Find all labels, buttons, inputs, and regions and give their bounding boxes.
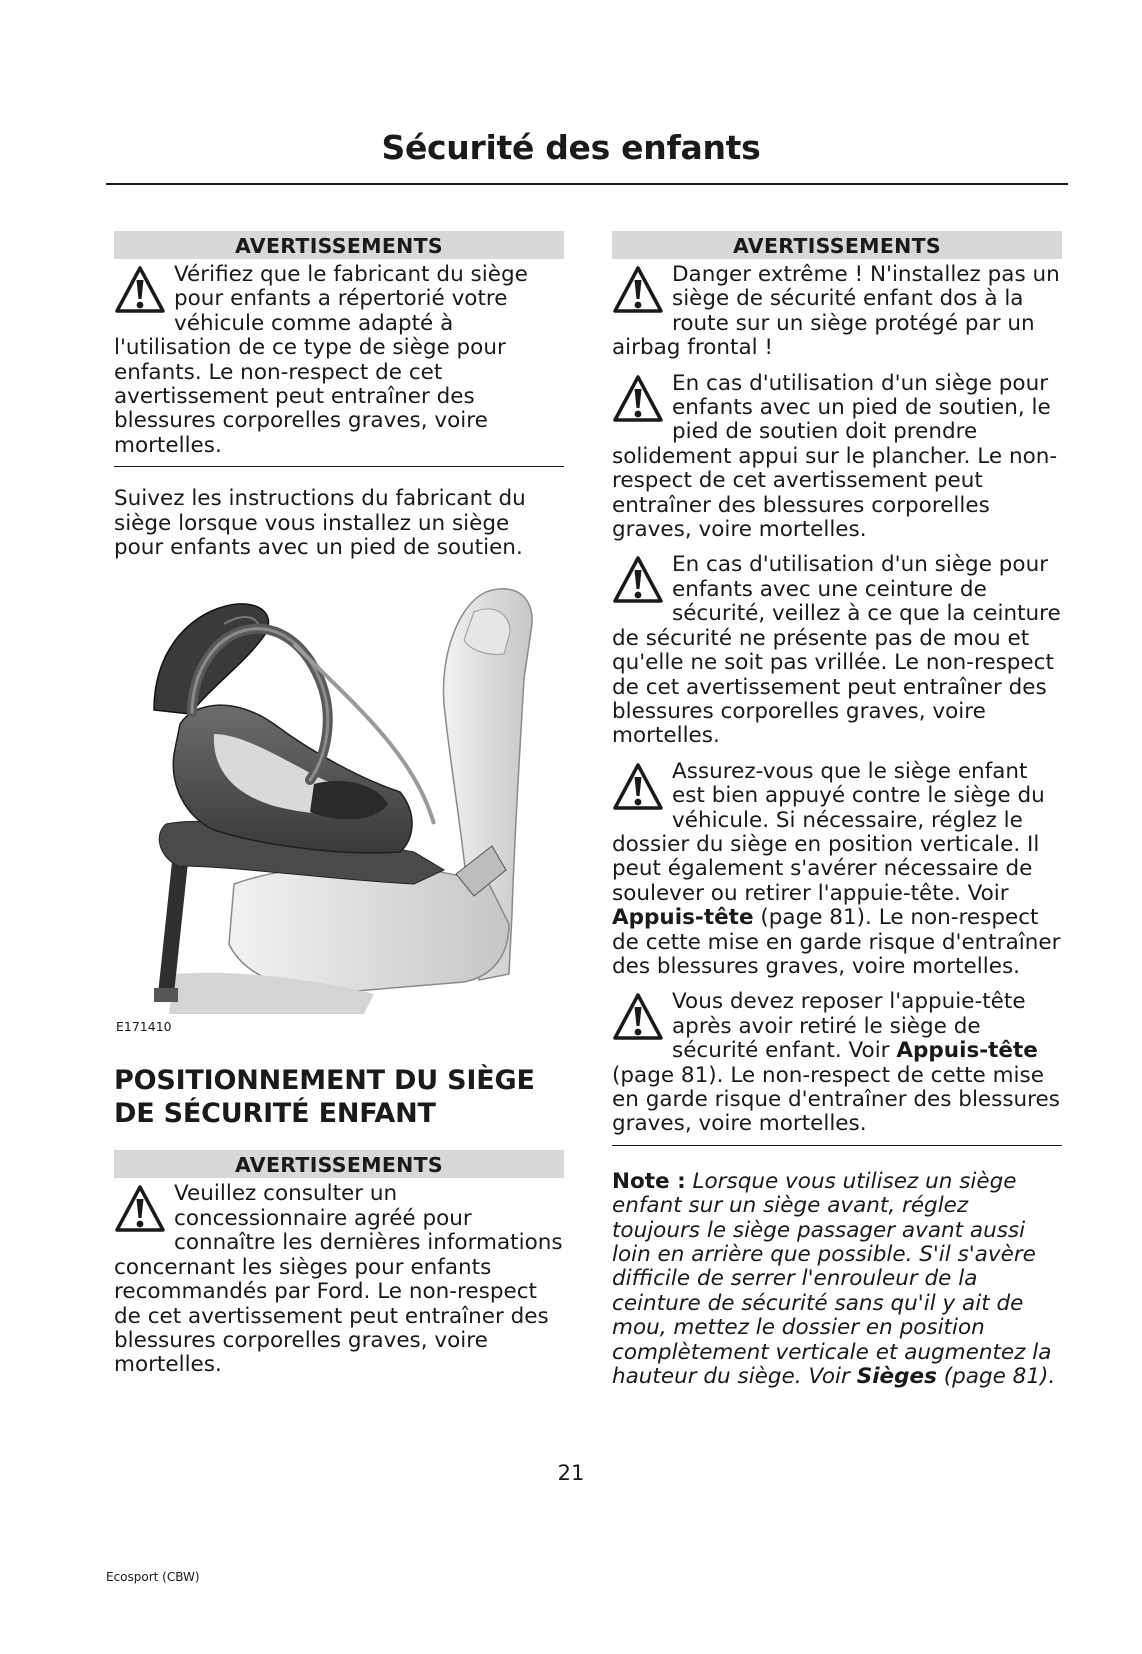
- figure-code: E171410: [116, 1019, 172, 1035]
- cross-reference-link[interactable]: Sièges: [856, 1364, 937, 1390]
- child-seat-drawing: [114, 584, 564, 1014]
- note-text: Lorsque vous utilisez un siège enfant sur un siège avant, réglez toujours le siège passager avant aussi loin en arrière que possible. S'il s'avère difficile de serrer l'enrouleur de la ceinture de sécurité sans qu'il y ait de mou, mettez le dossier en position complètement verticale et augmentez la hauteur du siège. Voir: [612, 1168, 1052, 1390]
- warning-item: [612, 553, 1062, 748]
- warning-triangle-icon: [114, 1184, 166, 1234]
- section-heading: POSITIONNEMENT DU SIÈGE DE SÉCURITÉ ENFANT: [114, 1065, 535, 1130]
- page-number: 21: [557, 1461, 585, 1485]
- note-label: Note :: [612, 1168, 686, 1194]
- warning-item: [612, 372, 1062, 543]
- cross-reference-link[interactable]: Appuis-tête: [896, 1038, 1038, 1064]
- right-column: [612, 231, 1062, 1389]
- warning-text: (page 81). Le non-respect de cette mise en garde risque d'entraîner des blessures graves, voire mortelles.: [612, 905, 1061, 979]
- warning-item: [612, 760, 1062, 980]
- note-text: (page 81).: [936, 1364, 1056, 1390]
- warning-item: [612, 990, 1062, 1136]
- warnings-heading: AVERTISSEMENTS: [114, 231, 564, 259]
- warning-triangle-icon: [612, 555, 664, 605]
- warning-triangle-icon: [612, 762, 664, 812]
- warning-text: Vous devez reposer l'appuie-tête après avoir retiré le siège de sécurité enfant. Voir: [672, 989, 1026, 1064]
- warning-triangle-icon: [612, 265, 664, 315]
- left-column: [114, 231, 564, 1378]
- warning-triangle-icon: [114, 265, 166, 315]
- warnings-heading: AVERTISSEMENTS: [114, 1150, 564, 1178]
- warning-item: [114, 1182, 564, 1377]
- cross-reference-link[interactable]: Appuis-tête: [612, 905, 754, 931]
- warning-item: [612, 263, 1062, 361]
- title-divider: [106, 183, 1068, 185]
- warning-triangle-icon: [612, 992, 664, 1042]
- note-paragraph: [612, 1170, 1062, 1390]
- warning-triangle-icon: [612, 374, 664, 424]
- warning-text: En cas d'utilisation d'un siège pour enfants avec un pied de soutien, le pied de soutien doit prendre solidement appui sur le plancher. Le non-respect de cet avertissement peut entraîner des blessures corporelles graves, voire mortelles.: [612, 370, 1058, 543]
- warning-text: Vérifiez que le fabricant du siège pour enfants a répertorié votre véhicule comme adapté à l'utilisation de ce type de siège pour enfants. Le non-respect de cet avertissement peut entraîner des blessures corporelles graves, voire mortelles.: [114, 262, 528, 458]
- warnings-heading: AVERTISSEMENTS: [612, 231, 1062, 259]
- warning-text: Danger extrême ! N'installez pas un siège de sécurité enfant dos à la route sur un siège protégé par un airbag frontal !: [612, 262, 1060, 361]
- warning-text: En cas d'utilisation d'un siège pour enfants avec une ceinture de sécurité, veillez à ce que la ceinture de sécurité ne présente pas de mou et qu'elle ne soit pas vrillée. Le non-respect de cet avertissement peut entraîner des blessures corporelles graves, voire mortelles.: [612, 552, 1061, 749]
- footer-model: Ecosport (CBW): [106, 1570, 200, 1584]
- warning-block-3: [612, 231, 1062, 1146]
- warning-text: Veuillez consulter un concessionnaire agréé pour connaître les dernières informations concernant les sièges pour enfants recommandés par Ford. Le non-respect de cet avertissement peut entraîner des blessures corporelles graves, voire mortelles.: [114, 1181, 563, 1378]
- warning-block-2: [114, 1150, 564, 1377]
- warning-text: Assurez-vous que le siège enfant est bien appuyé contre le siège du véhicule. Si nécessaire, réglez le dossier du siège en position verticale. Il peut également s'avérer nécessaire de soulever ou retirer l'appuie-tête. Voir: [612, 758, 1045, 906]
- instruction-paragraph: Suivez les instructions du fabricant du siège lorsque vous installez un siège pour enfants avec un pied de soutien.: [114, 486, 526, 561]
- page-title: Sécurité des enfants: [381, 128, 761, 167]
- warning-text: (page 81). Le non-respect de cette mise en garde risque d'entraîner des blessures graves, voire mortelles.: [612, 1062, 1060, 1137]
- warning-block-1: [114, 231, 564, 467]
- warning-item: [114, 263, 564, 458]
- child-seat-illustration: [114, 584, 564, 1044]
